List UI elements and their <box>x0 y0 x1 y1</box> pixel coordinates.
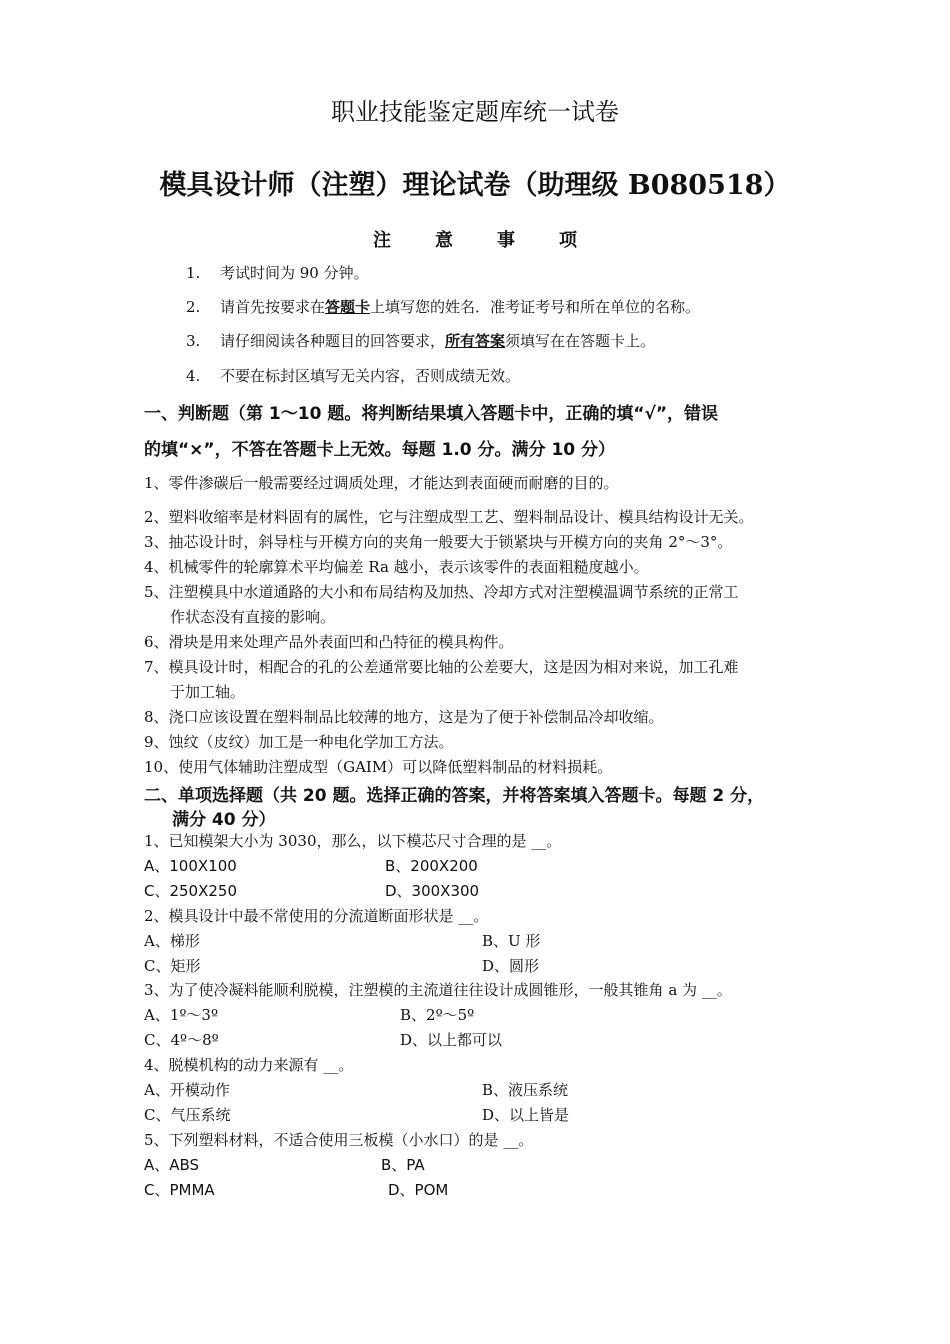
exam-subtitle: 模具设计师（注塑）理论试卷（助理级 B080518） <box>159 170 791 201</box>
tf-question: 3、抽芯设计时，斜导柱与开模方向的夹角一般要大于锁紧块与开模方向的夹角 2°～3°。 <box>144 533 733 551</box>
mc-option: A、梯形 <box>144 932 200 950</box>
mc-option: D、300X300 <box>385 882 480 900</box>
tf-question-cont: 于加工轴。 <box>170 683 246 701</box>
tf-question: 4、机械零件的轮廓算术平均偏差 Ra 越小，表示该零件的表面粗糙度越小。 <box>144 558 649 576</box>
tf-question: 1、零件渗碳后一般需要经过调质处理，才能达到表面硬而耐磨的目的。 <box>144 474 619 492</box>
notice-item: 3. 请仔细阅读各种题目的回答要求，所有答案须填写在在答题卡上。 <box>186 332 656 350</box>
tf-question: 2、塑料收缩率是材料固有的属性，它与注塑成型工艺、塑料制品设计、模具结构设计无关。 <box>144 508 754 526</box>
mc-option: B、2º～5º <box>400 1006 475 1024</box>
mc-option: A、ABS <box>144 1156 200 1174</box>
mc-question: 4、脱模机构的动力来源有 __。 <box>144 1056 354 1074</box>
section1-heading-cont: 的填“×”，不答在答题卡上无效。每题 1.0 分。满分 10 分） <box>144 440 616 460</box>
mc-option: B、200X200 <box>385 857 478 875</box>
mc-option: A、1º～3º <box>144 1006 219 1024</box>
mc-option: D、圆形 <box>482 957 540 975</box>
mc-option: D、以上都可以 <box>400 1031 503 1049</box>
mc-option: B、PA <box>381 1156 425 1174</box>
section1-heading: 一、判断题（第 1～10 题。将判断结果填入答题卡中，正确的填“√”，错误 <box>144 404 719 424</box>
mc-option: D、POM <box>388 1181 449 1199</box>
notice-item: 4. 不要在标封区填写无关内容，否则成绩无效。 <box>186 367 521 385</box>
mc-question: 2、模具设计中最不常使用的分流道断面形状是 __。 <box>144 907 489 925</box>
tf-question: 5、注塑模具中水道通路的大小和布局结构及加热、冷却方式对注塑模温调节系统的正常工 <box>144 583 739 601</box>
mc-option: C、气压系统 <box>144 1106 231 1124</box>
notice-item: 1. 考试时间为 90 分钟。 <box>186 264 369 282</box>
tf-question: 10、使用气体辅助注塑成型（GAIM）可以降低塑料制品的材料损耗。 <box>144 758 613 776</box>
notice-heading: 注 意 事 项 <box>373 230 577 251</box>
mc-option: C、4º～8º <box>144 1031 219 1049</box>
exam-header-title: 职业技能鉴定题库统一试卷 <box>331 98 619 126</box>
tf-question: 8、浇口应该设置在塑料制品比较薄的地方，这是为了便于补偿制品冷却收缩。 <box>144 708 664 726</box>
mc-question: 1、已知模架大小为 3030，那么，以下模芯尺寸合理的是 __。 <box>144 832 562 850</box>
tf-question: 7、模具设计时，相配合的孔的公差通常要比轴的公差要大，这是因为相对来说，加工孔难 <box>144 658 739 676</box>
tf-question: 9、蚀纹（皮纹）加工是一种电化学加工方法。 <box>144 733 454 751</box>
tf-question-cont: 作状态没有直接的影响。 <box>170 608 336 626</box>
mc-option: C、PMMA <box>144 1181 215 1199</box>
mc-option: D、以上皆是 <box>482 1106 570 1124</box>
mc-option: B、液压系统 <box>482 1081 569 1099</box>
tf-question: 6、滑块是用来处理产品外表面凹和凸特征的模具构件。 <box>144 633 514 651</box>
mc-option: A、100X100 <box>144 857 237 875</box>
section2-heading-cont: 满分 40 分） <box>172 810 276 830</box>
mc-question: 5、下列塑料材料，不适合使用三板模（小水口）的是 __。 <box>144 1131 534 1149</box>
mc-option: A、开模动作 <box>144 1081 230 1099</box>
mc-option: B、U 形 <box>482 932 541 950</box>
section2-heading: 二、单项选择题（共 20 题。选择正确的答案，并将答案填入答题卡。每题 2 分， <box>144 786 765 806</box>
notice-item: 2. 请首先按要求在答题卡上填写您的姓名．准考证考号和所在单位的名称。 <box>186 298 701 316</box>
mc-question: 3、为了使冷凝料能顺利脱模，注塑模的主流道往往设计成圆锥形，一般其锥角 a 为 __。 <box>144 981 732 999</box>
mc-option: C、250X250 <box>144 882 238 900</box>
mc-option: C、矩形 <box>144 957 201 975</box>
